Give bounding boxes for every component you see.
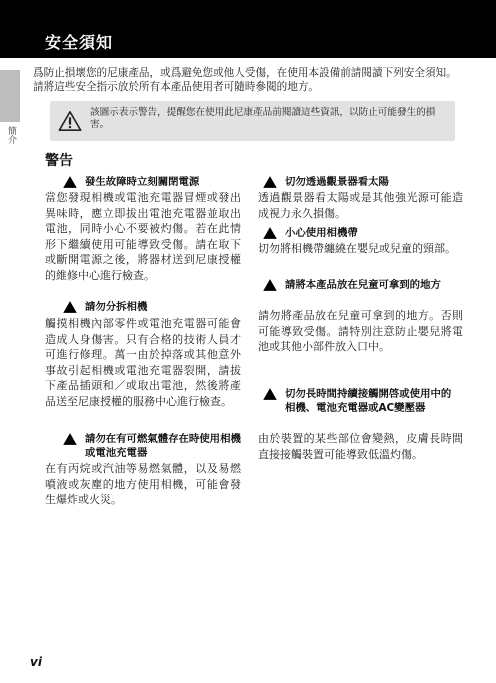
item-title bbox=[262, 387, 452, 415]
item-title-text: 請勿分拆相機 bbox=[85, 301, 148, 313]
warning-icon bbox=[262, 175, 278, 189]
item-body: 觸摸相機內部零件或電池充電器可能會造成人身傷害。只有合格的技術人員才可進行修理。萬一由於掉落或其他意外事故引起相機或電池充電器裂開，請拔下產品插頭和／或取出電池，然後將產品送至尼康授權的服務中心進行檢查。 bbox=[45, 317, 241, 408]
warning-icon bbox=[262, 278, 278, 292]
item-title bbox=[62, 432, 242, 460]
item-title bbox=[262, 175, 452, 189]
notice-text: 該圖示表示警告，提醒您在使用此尼康產品前閱讀這些資訊，以防止可能發生的損害。 bbox=[90, 107, 436, 130]
warning-icon bbox=[62, 432, 78, 446]
item-body: 請勿將產品放在兒童可拿到的地方。否則可能導致受傷。請特別注意防止嬰兒將電池或其他小部件放入口中。 bbox=[258, 309, 463, 353]
section-tab-label: 簡介 bbox=[6, 126, 16, 144]
page-title: 安全須知 bbox=[45, 33, 114, 52]
item-title bbox=[62, 300, 242, 314]
warning-icon bbox=[262, 226, 278, 240]
item-title-text: 請勿在有可燃氣體存在時使用相機或電池充電器 bbox=[85, 433, 241, 459]
item-body: 透過觀景器看太陽或是其他強光源可能造成視力永久損傷。 bbox=[258, 191, 463, 220]
item-title-text: 小心使用相機帶 bbox=[285, 227, 358, 239]
item-title bbox=[262, 278, 452, 292]
warning-icon bbox=[62, 175, 78, 189]
warning-icon bbox=[62, 300, 78, 314]
page-number: vi bbox=[30, 655, 42, 669]
item-body: 當您發現相機或電池充電器冒煙或發出異味時，應立即拔出電池充電器並取出電池，同時小心不要被灼傷。若在此情形下繼續使用可能導致受傷。請在取下或斷開電源之後，將器材送到尼康授權的維修中心進行檢查。 bbox=[45, 191, 241, 282]
item-title bbox=[262, 226, 452, 240]
item-title-text: 請將本產品放在兒童可拿到的地方 bbox=[285, 279, 441, 291]
item-title-text: 發生故障時立刻關閉電源 bbox=[85, 176, 200, 188]
warning-icon bbox=[57, 110, 83, 132]
item-body: 切勿將相機帶纏繞在嬰兒或兒童的頸部。 bbox=[258, 242, 456, 255]
item-title-text: 切勿長時間持續接觸開啓或使用中的相機、電池充電器或AC變壓器 bbox=[285, 388, 452, 414]
intro-paragraph: 爲防止損壞您的尼康產品，或爲避免您或他人受傷，在使用本設備前請閱讀下列安全須知。請將這些安全指示放於所有本產品使用者可隨時參閱的地方。 bbox=[33, 67, 457, 93]
warning-icon bbox=[262, 387, 278, 401]
section-tab bbox=[0, 70, 20, 122]
item-title bbox=[62, 175, 242, 189]
item-body: 在有丙烷或汽油等易燃氣體，以及易燃噴液或灰塵的地方使用相機，可能會發生爆炸或火災。 bbox=[45, 462, 241, 506]
section-heading: 警告 bbox=[45, 153, 73, 169]
item-body: 由於裝置的某些部位會變熱，皮膚長時間直接接觸裝置可能導致低溫灼傷。 bbox=[258, 432, 463, 461]
item-title-text: 切勿透過觀景器看太陽 bbox=[285, 176, 389, 188]
notice-box bbox=[50, 101, 455, 141]
page-header bbox=[0, 0, 496, 58]
